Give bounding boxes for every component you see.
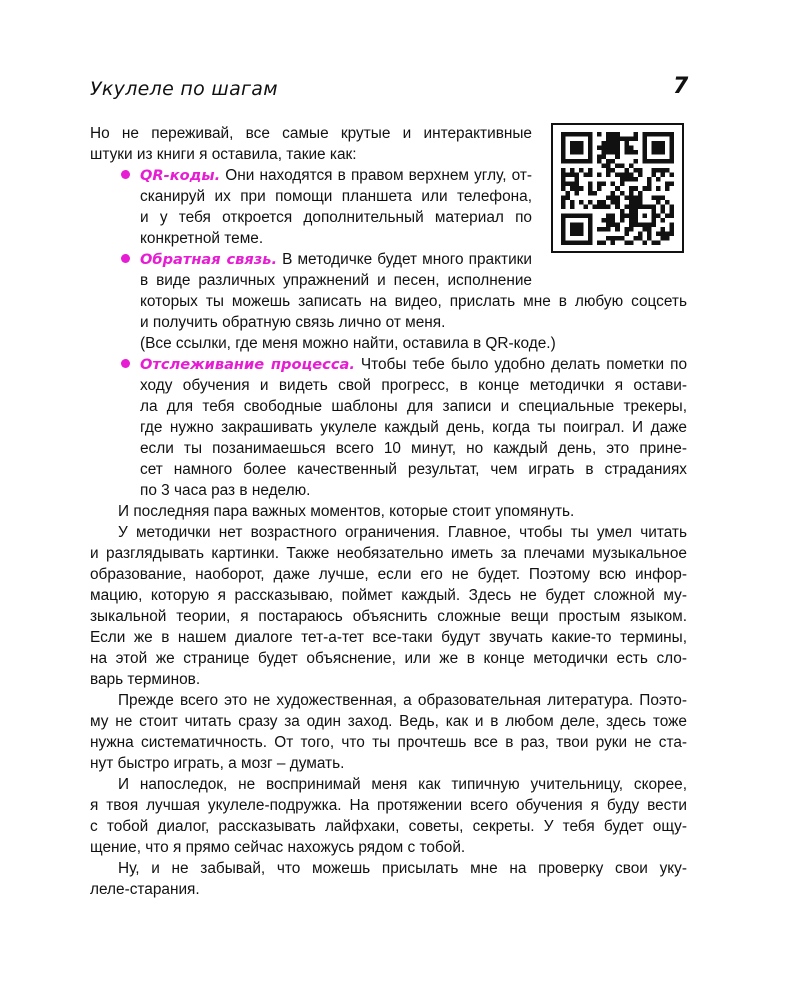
intro-line: Но не переживай, все самые крутые и интерактивные [90, 125, 532, 142]
intro-line: штуки из книги я оставила, такие как: [90, 146, 357, 163]
paragraph-line: я твоя лучшая укулеле-подружка. На протяжении всего обучения я буду вести [90, 797, 687, 814]
bullet-dot-icon [121, 359, 130, 368]
bullet-text-line: где нужно закрашивать укулеле каждый день, когда ты поиграл. И даже [140, 419, 687, 436]
paragraph-line: му не стоит читать сразу за один заход. Ведь, как и в любом деле, здесь тоже [90, 713, 687, 730]
paragraph-line: на этой же странице будет объяснение, или же в конце методички есть сло- [90, 650, 687, 667]
paragraph-line: и разглядывать картинки. Также необязательно иметь за плечами музыкальное [90, 545, 687, 562]
bullet-item-feedback [140, 249, 532, 270]
bullet-item-qr-codes [140, 165, 532, 186]
bullet-text-line: которых ты можешь записать на видео, прислать мне в любую соцсеть [140, 293, 687, 310]
paragraph-line: с тобой диалог, рассказывать лайфхаки, советы, секреты. У тебя будет ощу- [90, 818, 687, 835]
bullet-term: QR-коды. [140, 167, 221, 184]
paragraph-line: нужна систематичность. От того, что ты прочтешь все в раз, твои руки не ста- [90, 734, 687, 751]
bullet-text-line: по 3 часа раз в неделю. [140, 482, 311, 499]
running-title: Укулеле по шагам [90, 78, 278, 100]
bullet-text-line: если ты позанимаешься всего 10 минут, но каждый день, это прине- [140, 440, 687, 457]
paragraph-line: Прежде всего это не художественная, а образовательная литература. Поэто- [118, 692, 687, 709]
bullet-text-line: в виде различных упражнений и песен, исполнение [140, 272, 532, 289]
bullet-term: Обратная связь. [140, 251, 278, 268]
paragraph-line: варь терминов. [90, 671, 201, 688]
bullet-text-line: сканируй их при помощи планшета или телефона, [140, 188, 532, 205]
paragraph-line: щение, что я прямо сейчас нахожусь рядом с тобой. [90, 839, 466, 856]
page-number: 7 [673, 74, 689, 99]
bullet-text-line: ходу обучения и видеть свой прогресс, в конце методички я остави- [140, 377, 687, 394]
paragraph-line: Если же в нашем диалоге тет-а-тет все-таки будут звучать какие-то термины, [90, 629, 687, 646]
paragraph-line: И напоследок, не воспринимай меня как типичную учительницу, скорее, [118, 776, 687, 793]
paragraph-line: мацию, которую я рассказываю, поймет каждый. Здесь не будет сложной му- [90, 587, 687, 604]
bullet-text-line: ла для тебя свободные шаблоны для записи и специальные трекеры, [140, 398, 687, 415]
paragraph-line: И последняя пара важных моментов, которые стоит упомянуть. [118, 503, 575, 520]
bullet-text: В методичке будет много практики [277, 251, 532, 268]
qr-code[interactable] [551, 123, 684, 253]
bullet-text-line: и у тебя откроется дополнительный материал по [140, 209, 532, 226]
paragraph-line: образование, наоборот, даже лучше, если его не будет. Поэтому всю инфор- [90, 566, 687, 583]
paragraph-line: зыкальной теории, я постараюсь объяснить сложные вещи простым языком. [90, 608, 687, 625]
bullet-dot-icon [121, 170, 130, 179]
paragraph-line: леле-старания. [90, 881, 200, 898]
bullet-text-line: конкретной теме. [140, 230, 264, 247]
bullet-text-line: (Все ссылки, где меня можно найти, оставила в QR-коде.) [140, 335, 556, 352]
bullet-text-line: сет намного более качественный результат, чем играть в страданиях [140, 461, 687, 478]
bullet-text: Они находятся в правом верхнем углу, от- [220, 167, 532, 184]
bullet-text-line: и получить обратную связь лично от меня. [140, 314, 446, 331]
bullet-term: Отслеживание процесса. [140, 356, 355, 373]
qr-code-icon [561, 132, 674, 245]
paragraph-line: У методички нет возрастного ограничения. Главное, чтобы ты умел читать [118, 524, 687, 541]
bullet-dot-icon [121, 254, 130, 263]
bullet-text: Чтобы тебе было удобно делать пометки по [354, 356, 687, 373]
paragraph-line: Ну, и не забывай, что можешь присылать мне на проверку свои уку- [118, 860, 687, 877]
paragraph-line: нут быстро играть, а мозг – думать. [90, 755, 345, 772]
bullet-item-tracking [140, 354, 687, 375]
